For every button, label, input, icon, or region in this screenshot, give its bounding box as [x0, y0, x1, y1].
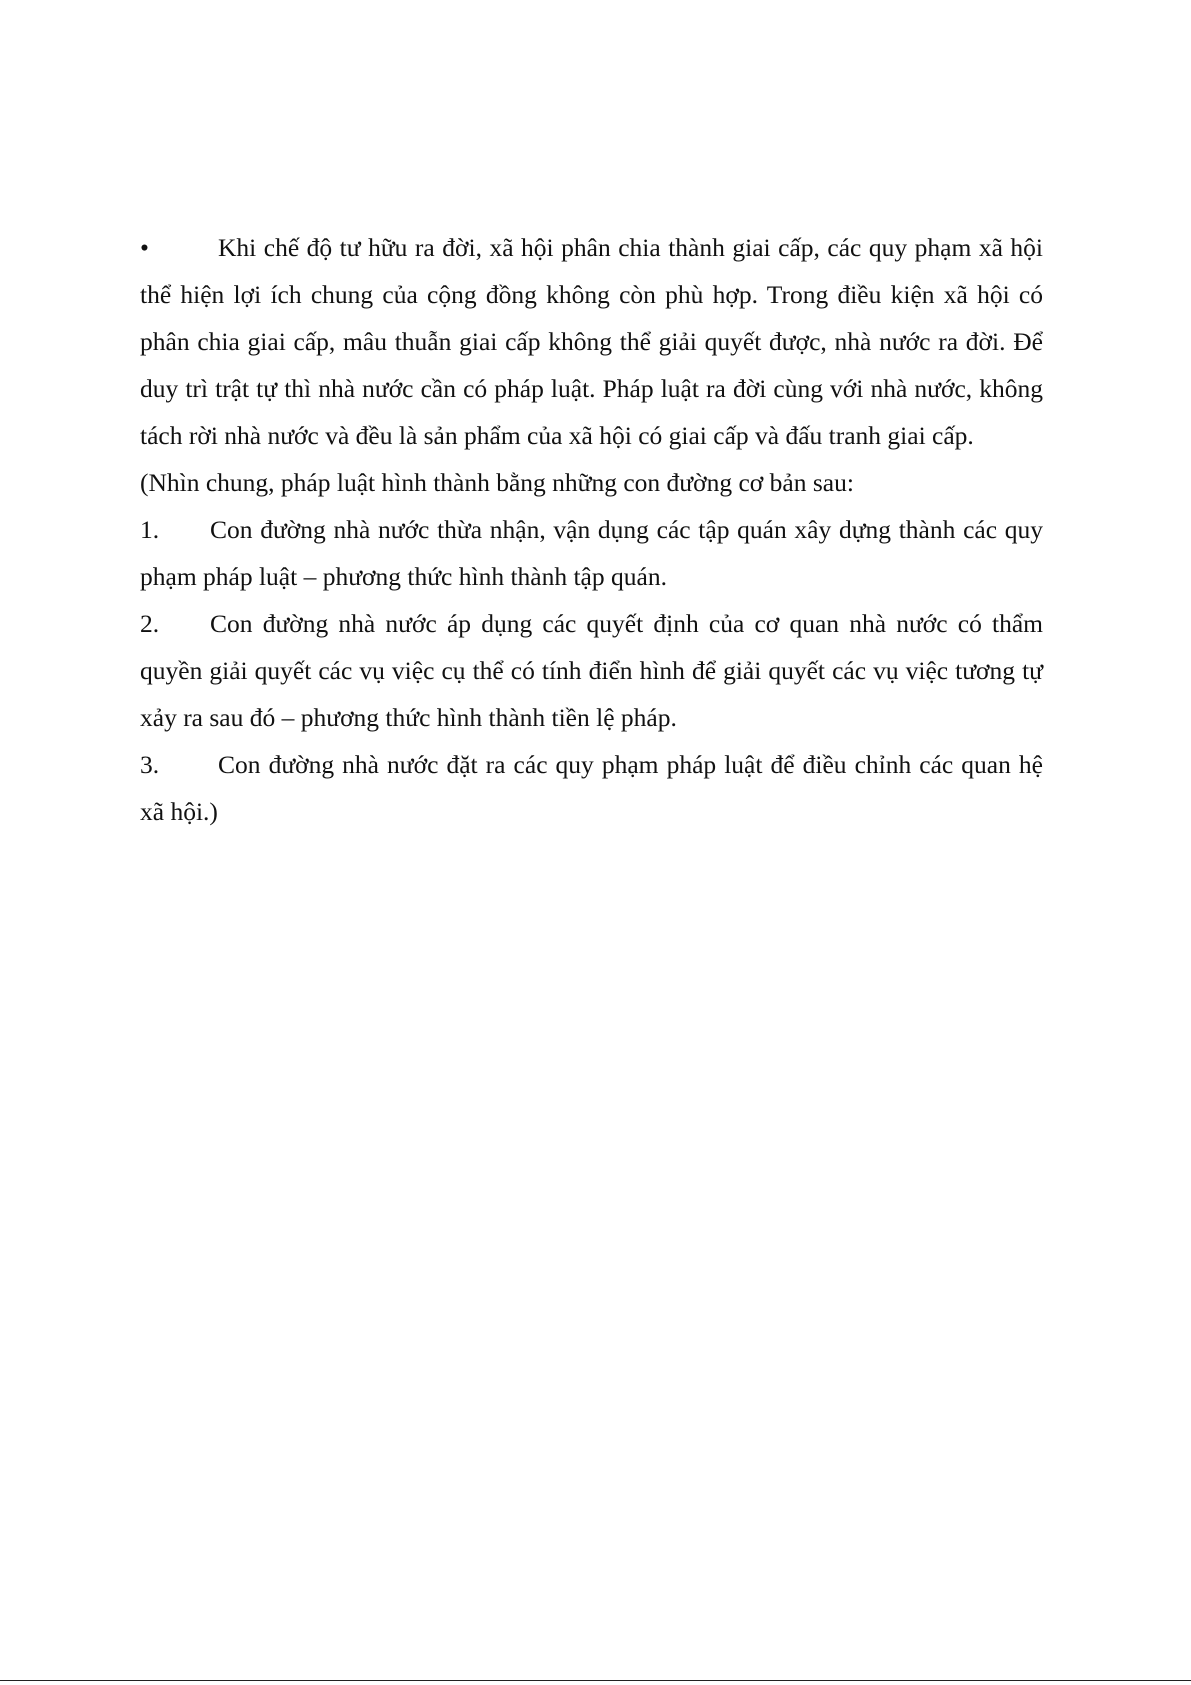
- page-bottom-rule: [0, 1680, 1191, 1681]
- list-item-2: [140, 600, 1043, 741]
- bullet-paragraph: [140, 224, 1043, 459]
- list-item-number: 1.: [140, 515, 160, 544]
- list-item-1: [140, 506, 1043, 600]
- list-item-text: Con đường nhà nước đặt ra các quy phạm pháp luật để điều chỉnh các quan hệ xã hội.): [140, 750, 1043, 826]
- list-item-3: [140, 741, 1043, 835]
- list-item-number: 3.: [140, 750, 160, 779]
- list-item-text: Con đường nhà nước áp dụng các quyết định của cơ quan nhà nước có thẩm quyền giải quyết các vụ việc cụ thể có tính điển hình để giải quyết các vụ việc tương tự xảy ra sau đó – phương thức hình thành tiền lệ pháp.: [140, 609, 1043, 732]
- list-item-number: 2.: [140, 609, 160, 638]
- bullet-text: Khi chế độ tư hữu ra đời, xã hội phân chia thành giai cấp, các quy phạm xã hội thể hiện lợi ích chung của cộng đồng không còn phù hợp. Trong điều kiện xã hội có phân chia giai cấp, mâu thuẫn giai cấp không thể giải quyết được, nhà nước ra đời. Để duy trì trật tự thì nhà nước cần có pháp luật. Pháp luật ra đời cùng với nhà nước, không tách rời nhà nước và đều là sản phẩm của xã hội có giai cấp và đấu tranh giai cấp.: [140, 233, 1043, 450]
- intro-line: (Nhìn chung, pháp luật hình thành bằng những con đường cơ bản sau:: [140, 468, 854, 497]
- document-body: [140, 224, 1043, 835]
- bullet-marker: •: [140, 233, 149, 262]
- list-item-text: Con đường nhà nước thừa nhận, vận dụng các tập quán xây dựng thành các quy phạm pháp luật – phương thức hình thành tập quán.: [140, 515, 1043, 591]
